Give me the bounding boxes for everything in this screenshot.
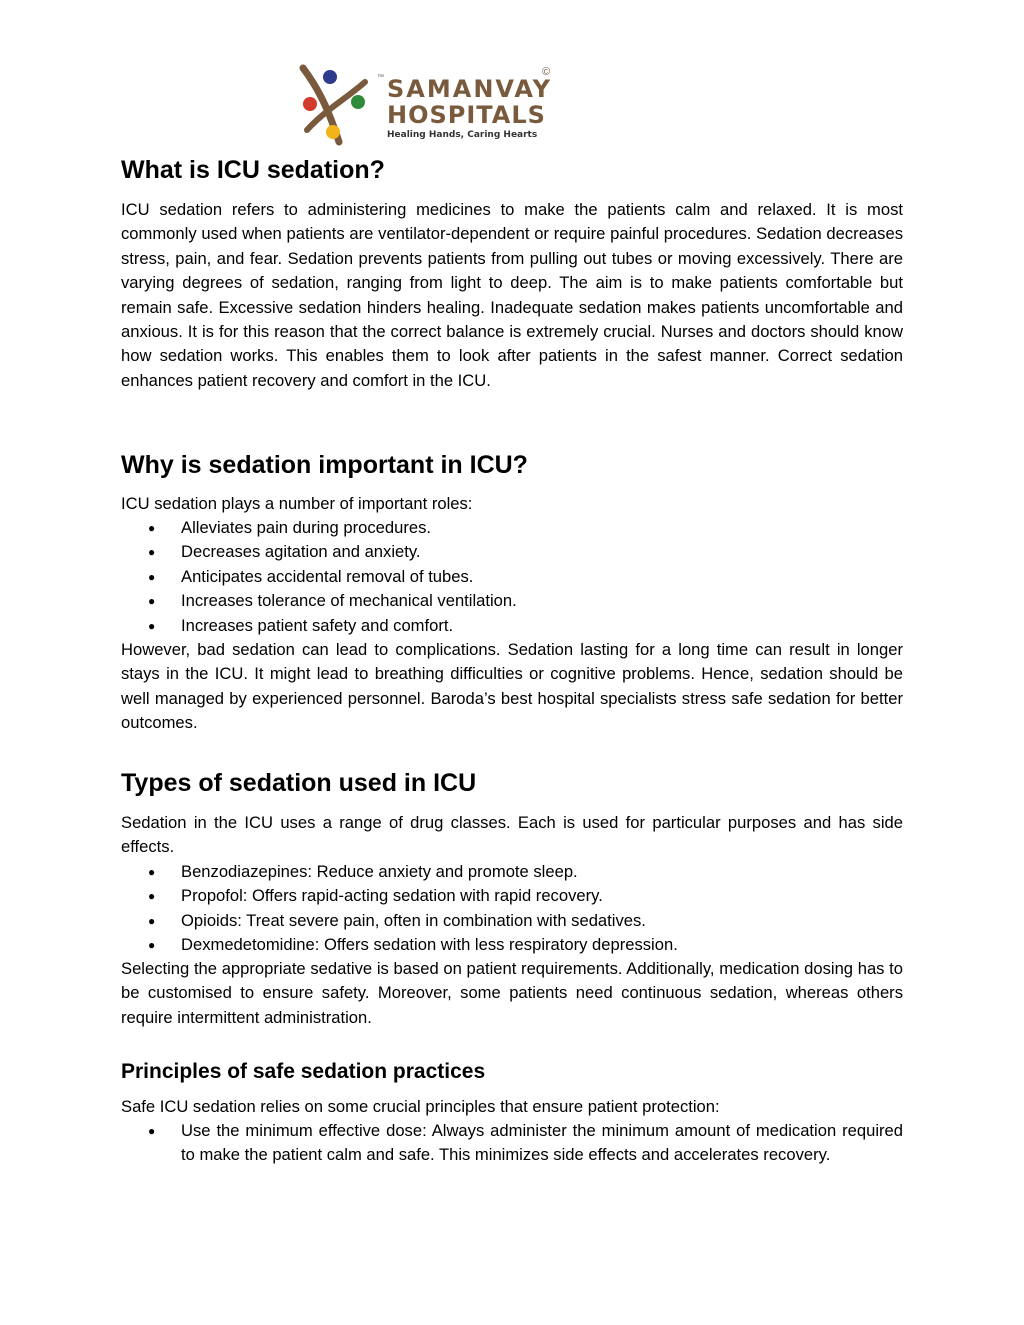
bullet-icon: ● — [148, 913, 156, 928]
list-item: ● Benzodiazepines: Reduce anxiety and promote sleep. — [121, 860, 903, 884]
bullet-icon: ● — [148, 889, 156, 904]
paragraph-selecting-sedative: Selecting the appropriate sedative is based on patient requirements. Additionally, medication dosing has to be customised to ensure safety. Moreover, some patients need continuous sedation, whereas others require intermittent administration. — [121, 959, 903, 1027]
paragraph-principles-intro: Safe ICU sedation relies on some crucial principles that ensure patient protection: — [121, 1097, 720, 1116]
heading-why-sedation-important: Why is sedation important in ICU? — [121, 451, 528, 479]
list-safe-sedation-principles — [121, 1119, 903, 1168]
bullet-icon: ● — [148, 569, 156, 584]
paragraph-drug-classes-intro: Sedation in the ICU uses a range of drug classes. Each is used for particular purposes and has side effects. — [121, 813, 903, 857]
list-item: ● Alleviates pain during procedures. — [121, 516, 903, 540]
list-item: ● Propofol: Offers rapid-acting sedation with rapid recovery. — [121, 884, 903, 908]
copyright-symbol: © — [542, 66, 551, 78]
list-item: ● Anticipates accidental removal of tubes. — [121, 565, 903, 589]
logo-brand-line1: SAMANVAY — [387, 75, 553, 103]
heading-what-is-icu-sedation: What is ICU sedation? — [121, 156, 385, 184]
logo-wordmark — [387, 76, 557, 140]
logo-brand-line2: HOSPITALS — [387, 101, 546, 129]
list-item: ● Increases patient safety and comfort. — [121, 614, 903, 638]
list-item: ● Decreases agitation and anxiety. — [121, 540, 903, 564]
paragraph-sedation-roles-intro: ICU sedation plays a number of important roles: — [121, 494, 473, 513]
logo-emblem-icon — [295, 64, 377, 146]
bullet-icon: ● — [148, 545, 156, 560]
logo-tagline: Healing Hands, Caring Hearts — [387, 130, 538, 140]
bullet-icon: ● — [148, 938, 156, 953]
list-item: ● Use the minimum effective dose: Always administer the minimum amount of medication required to make the patient calm and safe. This minimizes side effects and accelerates recovery. — [148, 1121, 903, 1165]
trademark-symbol: ™ — [377, 74, 384, 81]
bullet-icon: ● — [148, 865, 156, 879]
bullet-icon: ● — [148, 1124, 156, 1138]
heading-types-of-sedation: Types of sedation used in ICU — [121, 769, 477, 797]
paragraph-icu-sedation-definition: ICU sedation refers to administering medicines to make the patients calm and relaxed. It is most commonly used when patients are ventilator-dependent or require painful procedures. Sedation decreases stress, pain, and fear. Sedation prevents patients from pulling out tubes or moving excessively. There are varying degrees of sedation, ranging from light to deep. The aim is to make patients comfortable but remain safe. Excessive sedation hinders healing. Inadequate sedation makes patients uncomfortable and anxious. It is for this reason that the correct balance is extremely crucial. Nurses and doctors should know how sedation works. This enables them to look after patients in the safest manner. Correct sedation enhances patient recovery and comfort in the ICU. — [121, 200, 903, 390]
list-item: ● Dexmedetomidine: Offers sedation with less respiratory depression. — [121, 933, 903, 957]
list-item: ● Opioids: Treat severe pain, often in combination with sedatives. — [121, 909, 903, 933]
bullet-icon: ● — [148, 618, 156, 633]
heading-principles-safe-sedation: Principles of safe sedation practices — [121, 1060, 486, 1083]
samanvay-hospitals-logo — [295, 60, 555, 150]
list-item: ● Increases tolerance of mechanical ventilation. — [121, 589, 903, 613]
list-sedation-types — [121, 860, 903, 958]
bullet-icon: ● — [148, 594, 156, 609]
bullet-icon: ● — [148, 521, 156, 535]
list-sedation-roles — [121, 516, 903, 638]
paragraph-bad-sedation-complications: However, bad sedation can lead to complications. Sedation lasting for a long time can result in longer stays in the ICU. It might lead to breathing difficulties or cognitive problems. Hence, sedation should be well managed by experienced personnel. Baroda’s best hospital specialists stress safe sedation for better outcomes. — [121, 640, 903, 733]
